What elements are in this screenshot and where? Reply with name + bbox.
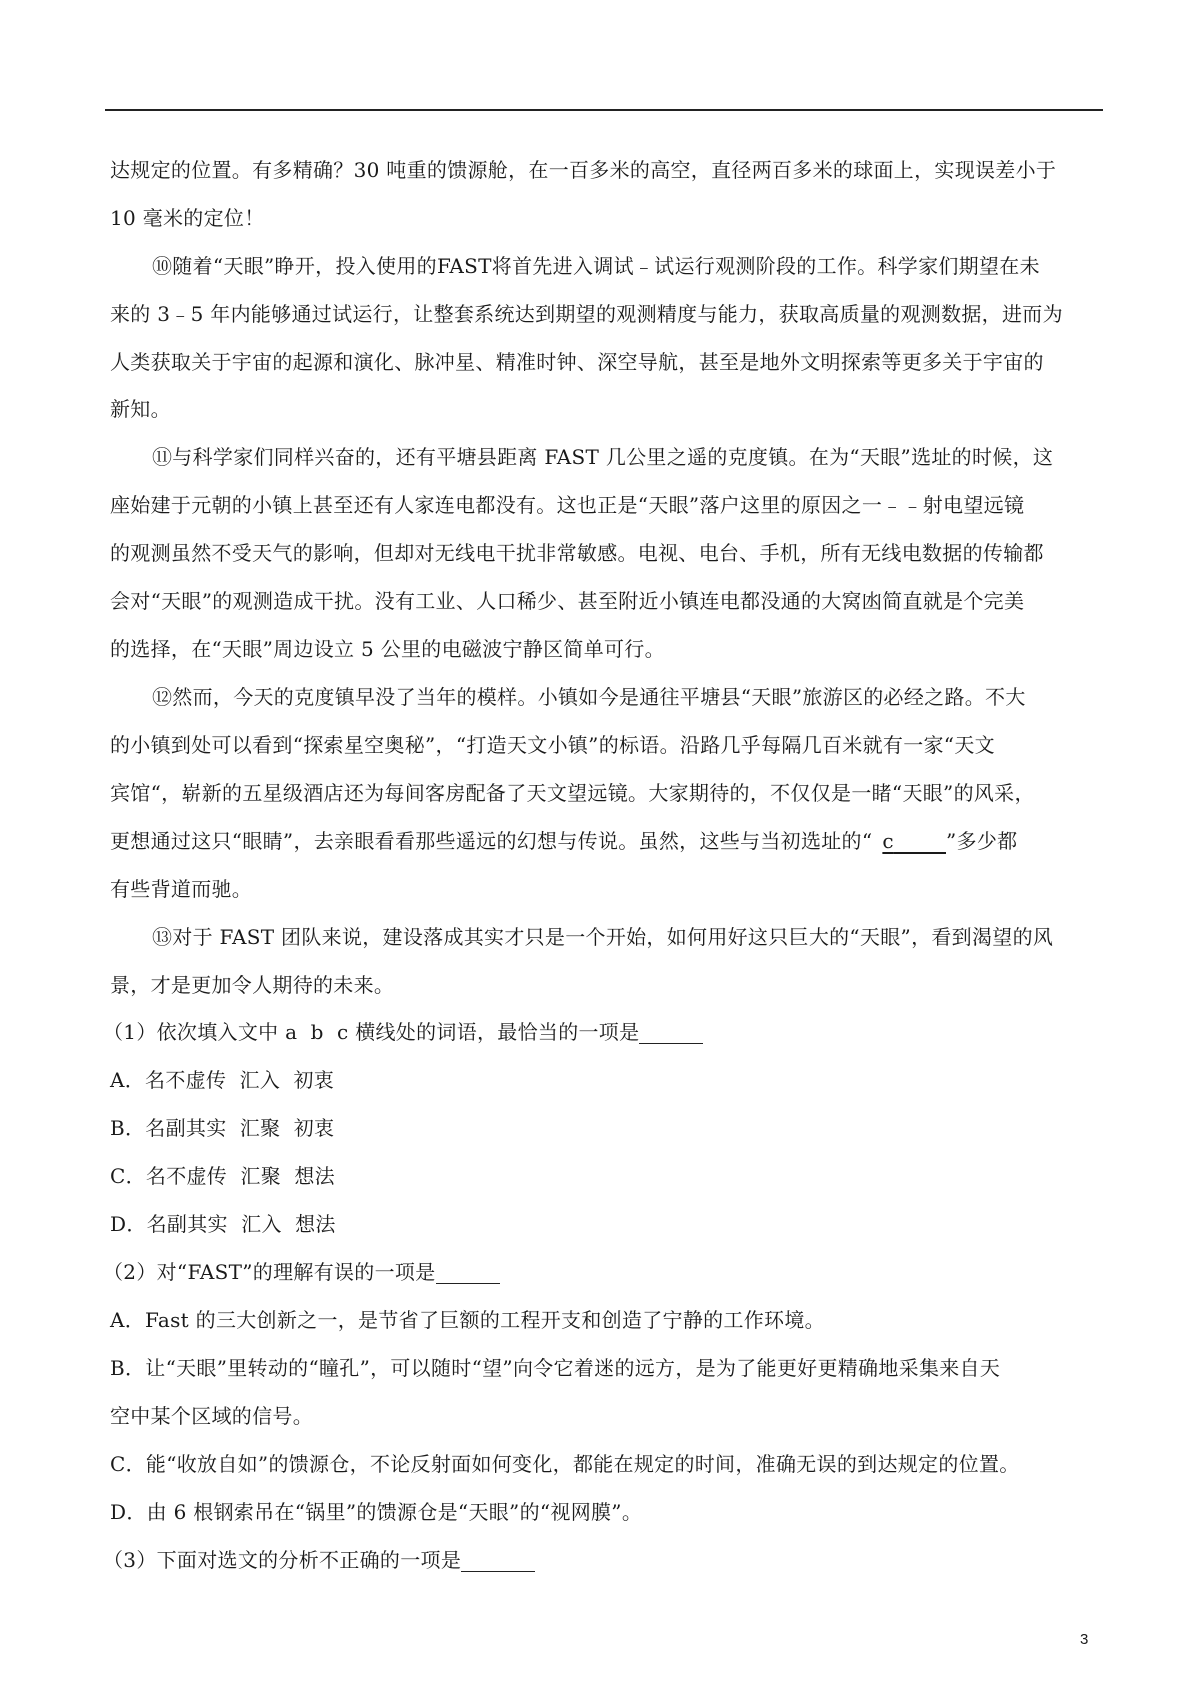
question-1-text: （1）依次填入文中 a b c 横线处的词语，最恰当的一项是 (103, 1020, 640, 1044)
paragraph-12-line: 有些背道而驰。 (110, 877, 253, 901)
paragraph-10-line: ⑩随着“天眼”睁开，投入使用的FAST将首先进入调试﹣试运行观测阶段的工作。科学家们期望在未 (152, 254, 1040, 278)
paragraph-10-line: 来的 3﹣5 年内能够通过试运行，让整套系统达到期望的观测精度与能力，获取高质量的观测数据，进而为 (110, 302, 1063, 326)
paragraph-10-line: 新知。 (110, 397, 171, 421)
paragraph-13-line: ⑬对于 FAST 团队来说，建设落成其实才只是一个开始，如何用好这只巨大的“天眼”，看到渴望的风 (152, 925, 1054, 949)
paragraph-12-text-after-blank: ”多少都 (946, 829, 1018, 853)
text-line: 10 毫米的定位！ (110, 206, 265, 230)
question-1-option-c: C．名不虚传 汇聚 想法 (110, 1164, 335, 1188)
question-2-option-b-cont: 空中某个区域的信号。 (110, 1404, 313, 1428)
question-2-stem (103, 1260, 500, 1284)
text-line: 达规定的位置。有多精确？30 吨重的馈源舱，在一百多米的高空，直径两百多米的球面上，实现误差小于 (110, 158, 1057, 182)
paragraph-10-line: 人类获取关于宇宙的起源和演化、脉冲星、精准时钟、深空导航，甚至是地外文明探索等更多关于宇宙的 (110, 350, 1044, 374)
question-1-option-a: A．名不虚传 汇入 初衷 (110, 1068, 335, 1092)
question-1-option-d: D．名副其实 汇入 想法 (110, 1212, 336, 1236)
answer-blank (639, 1023, 703, 1044)
page-number: 3 (1080, 1631, 1089, 1648)
header-rule (105, 109, 1103, 111)
paragraph-11-line: 座始建于元朝的小镇上甚至还有人家连电都没有。这也正是“天眼”落户这里的原因之一﹣﹣射电望远镜 (110, 493, 1025, 517)
paragraph-12-line: ⑫然而，今天的克度镇早没了当年的模样。小镇如今是通往平塘县“天眼”旅游区的必经之路。不大 (152, 685, 1026, 709)
question-2-option-a: A．Fast 的三大创新之一，是节省了巨额的工程开支和创造了宁静的工作环境。 (110, 1308, 825, 1332)
answer-blank (461, 1551, 535, 1572)
question-1-stem (103, 1020, 703, 1044)
question-2-option-c: C．能“收放自如”的馈源仓，不论反射面如何变化，都能在规定的时间，准确无误的到达规定的位置。 (110, 1452, 1020, 1476)
question-3-text: （3）下面对选文的分析不正确的一项是 (103, 1548, 462, 1572)
question-2-option-d: D．由 6 根钢索吊在“锅里”的馈源仓是“天眼”的“视网膜”。 (110, 1500, 643, 1524)
question-1-option-b: B．名副其实 汇聚 初衷 (110, 1116, 335, 1140)
paragraph-12-text: 更想通过这只“眼睛”，去亲眼看看那些遥远的幻想与传说。虽然，这些与当初选址的“ (110, 829, 873, 853)
paragraph-12-line: 的小镇到处可以看到“探索星空奥秘”，“打造天文小镇”的标语。沿路几乎每隔几百米就有一家“天文 (110, 733, 995, 757)
answer-blank (436, 1263, 500, 1284)
blank-c (882, 829, 946, 853)
paragraph-11-line: ⑪与科学家们同样兴奋的，还有平塘县距离 FAST 几公里之遥的克度镇。在为“天眼”选址的时候，这 (152, 445, 1054, 469)
paragraph-13-line: 景，才是更加令人期待的未来。 (110, 973, 395, 997)
paragraph-11-line: 会对“天眼”的观测造成干扰。没有工业、人口稀少、甚至附近小镇连电都没通的大窝凼简直就是个完美 (110, 589, 1025, 613)
question-3-stem (103, 1548, 535, 1572)
blank-c-label: c (882, 829, 894, 853)
paragraph-11-line: 的观测虽然不受天气的影响，但却对无线电干扰非常敏感。电视、电台、手机，所有无线电数据的传输都 (110, 541, 1044, 565)
question-2-text: （2）对“FAST”的理解有误的一项是 (103, 1260, 436, 1284)
paragraph-12-line (110, 829, 1017, 853)
paragraph-12-line: 宾馆“，崭新的五星级酒店还为每间客房配备了天文望远镜。大家期待的，不仅仅是一睹“天眼”的风采， (110, 781, 1035, 805)
question-2-option-b: B．让“天眼”里转动的“瞳孔”，可以随时“望”向令它着迷的远方，是为了能更好更精确地采集来自天 (110, 1356, 1001, 1380)
paragraph-11-line: 的选择，在“天眼”周边设立 5 公里的电磁波宁静区简单可行。 (110, 637, 665, 661)
